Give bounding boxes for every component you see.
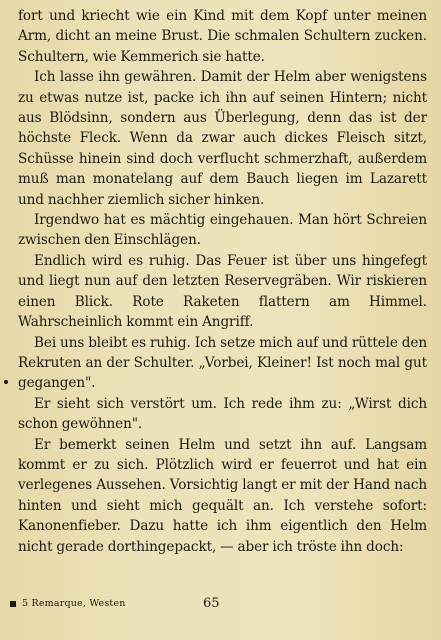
paragraph-4: Endlich wird es ruhig. Das Feuer ist über uns hingefegt und liegt nun auf den letzten Reservegräben. Wir riskieren einen Blick. Rote Raketen flattern am Himmel. Wahrscheinlich kommt ein Angriff.: [18, 252, 427, 331]
margin-dot: [4, 380, 8, 384]
paragraph-7: Er bemerkt seinen Helm und setzt ihn auf. Langsam kommt er zu sich. Plötzlich wird er feuerrot und hat ein verlegenes Aussehen. Vorsichtig langt er mit der Hand nach hinten und sieht mich gequält an. Ich verstehe sofort: Kanonenfieber. Dazu hatte ich ihm eigentlich den Helm nicht gerade dorthingepackt, — aber ich tröste ihn doch:: [18, 436, 427, 555]
printer-signature: [10, 598, 126, 609]
page-number: 65: [203, 596, 220, 611]
signature-mark: [10, 601, 16, 607]
page-body-text: [18, 6, 427, 557]
page-footer: [10, 596, 427, 614]
paragraph-6: Er sieht sich verstört um. Ich rede ihm zu: „Wirst dich schon gewöhnen".: [18, 395, 427, 433]
paragraph-3: Irgendwo hat es mächtig eingehauen. Man hört Schreien zwischen den Einschlägen.: [18, 212, 427, 249]
paragraph-2: Ich lasse ihn gewähren. Damit der Helm aber wenigstens zu etwas nutze ist, packe ich ihn auf seinen Hintern; nicht aus Blödsinn, sondern aus Überlegung, denn das ist der höchste Fleck. Wenn da zwar auch dickes Fleisch sitzt, Schüsse hinein sind doch verflucht schmerzhaft, außerdem muß man monatelang auf dem Bauch liegen im Lazarett und nachher ziemlich sicher hinken.: [18, 69, 427, 208]
paragraph-1: fort und kriecht wie ein Kind mit dem Kopf unter meinen Arm, dicht an meine Brust. Die schmalen Schultern zucken. Schultern, wie Kemmerich sie hatte.: [18, 8, 427, 65]
signature-text: 5 Remarque, Westen: [22, 598, 126, 609]
paragraph-5: Bei uns bleibt es ruhig. Ich setze mich auf und rüttele den Rekruten an der Schulter. „Vorbei, Kleiner! Ist noch mal gut gegangen".: [18, 334, 427, 392]
